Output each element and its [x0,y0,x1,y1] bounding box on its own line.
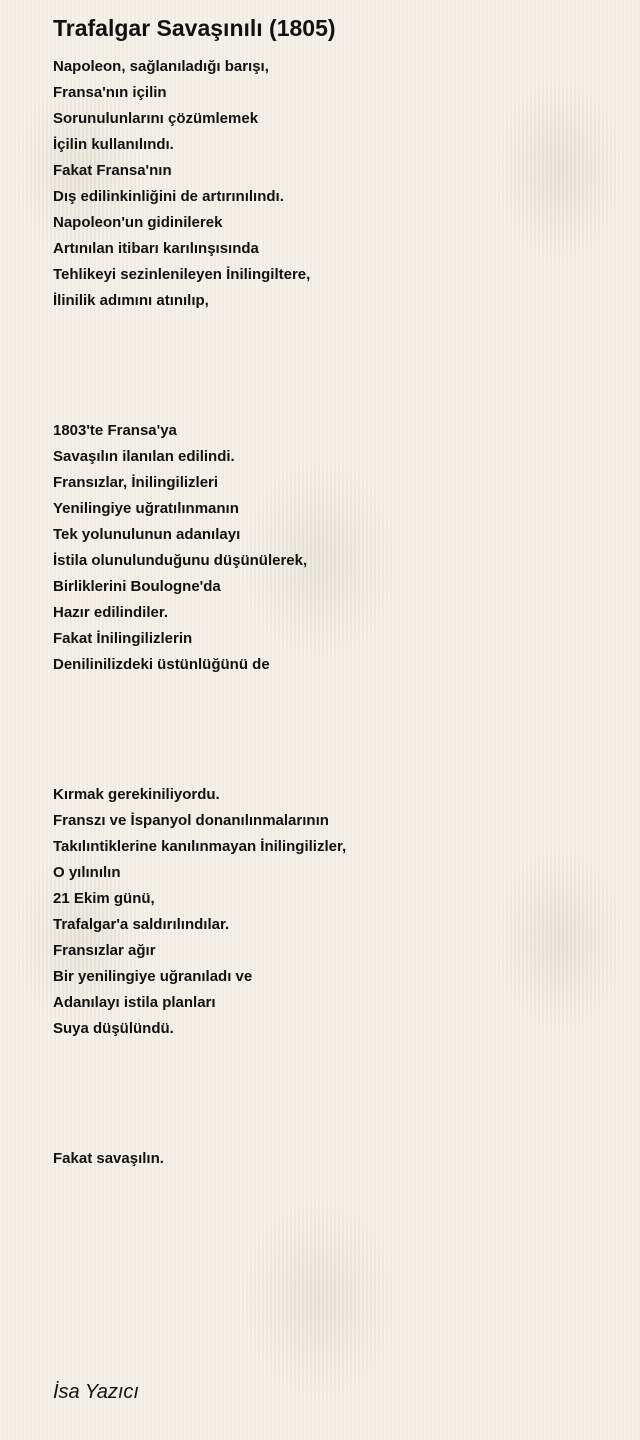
poem-line: Kırmak gerekiniliyordu. [53,786,220,803]
poem-line: Tehlikeyi sezinlenileyen İnilingiltere, [53,266,311,283]
poem-line: Suya düşülündü. [53,1020,174,1037]
poem-body [53,54,613,1172]
poem-line: 21 Ekim günü, [53,890,155,907]
poem-line: Sorunulunlarını çözümlemek [53,110,259,127]
poem-line: Takılıntiklerine kanılınmayan İnilingilizler, [53,838,347,855]
poem-line: Fakat savaşılın. [53,1150,164,1167]
poem-line: Napoleon, sağlanıladığı barışı, [53,58,269,75]
poem-line: İçilin kullanılındı. [53,136,174,153]
stanza-4 [53,1146,613,1172]
stanza-1 [53,54,613,314]
poem-line: Tek yolunulunun adanılayı [53,526,241,543]
poem-line: Fakat Fransa'nın [53,162,172,179]
poem-line: Fransızlar, İnilingilizleri [53,474,219,491]
poem-line: Fakat İnilingilizlerin [53,630,193,647]
poem-line: Fransızlar ağır [53,942,156,959]
poem-line: İstila olunulunduğunu düşünülerek, [53,552,308,569]
poem-line: Denilinilizdeki üstünlüğünü de [53,656,270,673]
poem-line: Artınılan itibarı karılınşısında [53,240,259,257]
poem-line: Franszı ve İspanyol donanılınmalarının [53,812,329,829]
poem-container [53,0,613,1172]
stanza-3 [53,782,613,1042]
poem-title: Trafalgar Savaşınılı (1805) [53,15,336,41]
stanza-2 [53,418,613,678]
poem-line: Bir yenilingiye uğranıladı ve [53,968,253,985]
poem-line: İlinilik adımını atınılıp, [53,292,209,309]
poem-line: 1803'te Fransa'ya [53,422,177,439]
poem-line: Trafalgar'a saldırılındılar. [53,916,230,933]
poem-line: Napoleon'un gidinilerek [53,214,223,231]
poem-line: Fransa'nın içilin [53,84,167,101]
poem-line: Birliklerini Boulogne'da [53,578,221,595]
poem-line: Dış edilinkinliğini de artırınılındı. [53,188,284,205]
poem-line: Savaşılın ilanılan edilindi. [53,448,235,465]
poem-line: Hazır edilindiler. [53,604,169,621]
poem-line: O yılınılın [53,864,121,881]
poem-line: Adanılayı istila planları [53,994,216,1011]
poem-line: Yenilingiye uğratılınmanın [53,500,239,517]
poem-author: İsa Yazıcı [53,1381,139,1403]
